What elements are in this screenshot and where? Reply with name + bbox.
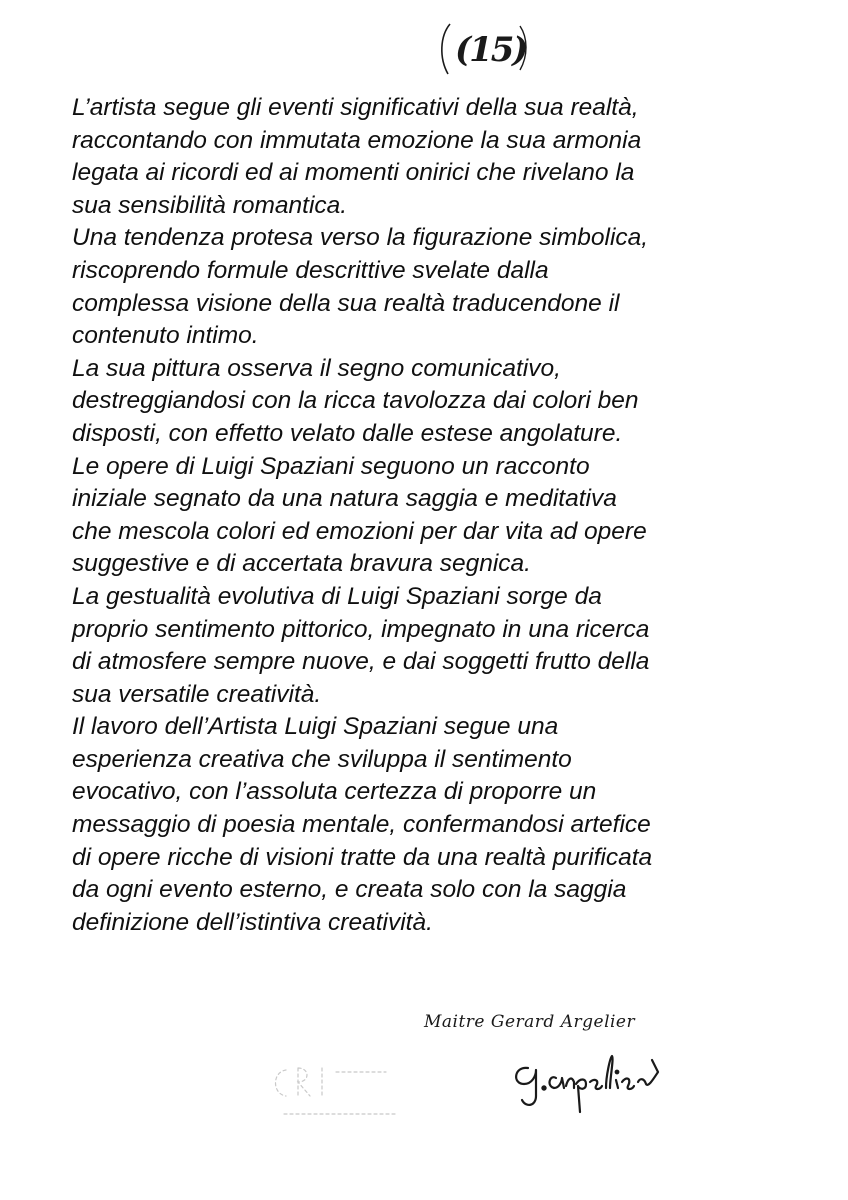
document-body — [72, 92, 792, 939]
text-line: messaggio di poesia mentale, confermandosi artefice — [72, 811, 651, 839]
text-line: suggestive e di accertata bravura segnica. — [72, 550, 531, 578]
text-line: da ogni evento esterno, e creata solo con la saggia — [72, 876, 627, 904]
text-line: legata ai ricordi ed ai momenti onirici che rivelano la — [72, 159, 635, 187]
text-line: sua versatile creatività. — [72, 680, 322, 708]
page-number — [436, 18, 546, 78]
text-line: che mescola colori ed emozioni per dar vita ad opere — [72, 517, 647, 545]
text-line: complessa visione della sua realtà traducendone il — [72, 289, 620, 317]
paragraph-2 — [72, 222, 792, 352]
text-line: di atmosfere sempre nuove, e dai soggetti frutto della — [72, 648, 650, 676]
text-line: raccontando con immutata emozione la sua armonia — [72, 126, 642, 154]
text-line: L’artista segue gli eventi significativi della sua realtà, — [72, 94, 639, 121]
text-line: esperienza creativa che sviluppa il sentimento — [72, 745, 572, 773]
text-line: riscoprendo formule descrittive svelate dalla — [72, 256, 549, 284]
text-line: iniziale segnato da una natura saggia e meditativa — [72, 485, 617, 513]
text-line: sua sensibilità romantica. — [72, 191, 348, 219]
text-line: contenuto intimo. — [72, 322, 259, 350]
author-name: Maitre Gerard Argelier — [424, 1012, 636, 1032]
paragraph-1 — [72, 92, 792, 222]
handwritten-signature — [506, 1038, 696, 1118]
paragraph-4 — [72, 451, 792, 581]
text-line: Le opere di Luigi Spaziani seguono un racconto — [72, 452, 590, 480]
text-line: di opere ricche di visioni tratte da una realtà purificata — [72, 843, 653, 871]
text-line: proprio sentimento pittorico, impegnato in una ricerca — [72, 615, 650, 643]
text-line: evocativo, con l’assoluta certezza di proporre un — [72, 778, 597, 806]
text-line: definizione dell’istintiva creatività. — [72, 908, 433, 936]
paragraph-3 — [72, 353, 792, 451]
text-line: disposti, con effetto velato dalle estese angolature. — [72, 419, 623, 447]
paragraph-5 — [72, 581, 792, 711]
text-line: destreggiandosi con la ricca tavolozza dai colori ben — [72, 387, 639, 415]
text-line: La sua pittura osserva il segno comunicativo, — [72, 354, 561, 382]
text-line: Il lavoro dell’Artista Luigi Spaziani segue una — [72, 713, 559, 741]
faded-stamp — [266, 1050, 416, 1140]
paragraph-6 — [72, 711, 792, 939]
page-number-value: (15) — [455, 30, 527, 70]
text-line: Una tendenza protesa verso la figurazione simbolica, — [72, 224, 649, 252]
text-line: La gestualità evolutiva di Luigi Spaziani sorge da — [72, 582, 602, 610]
